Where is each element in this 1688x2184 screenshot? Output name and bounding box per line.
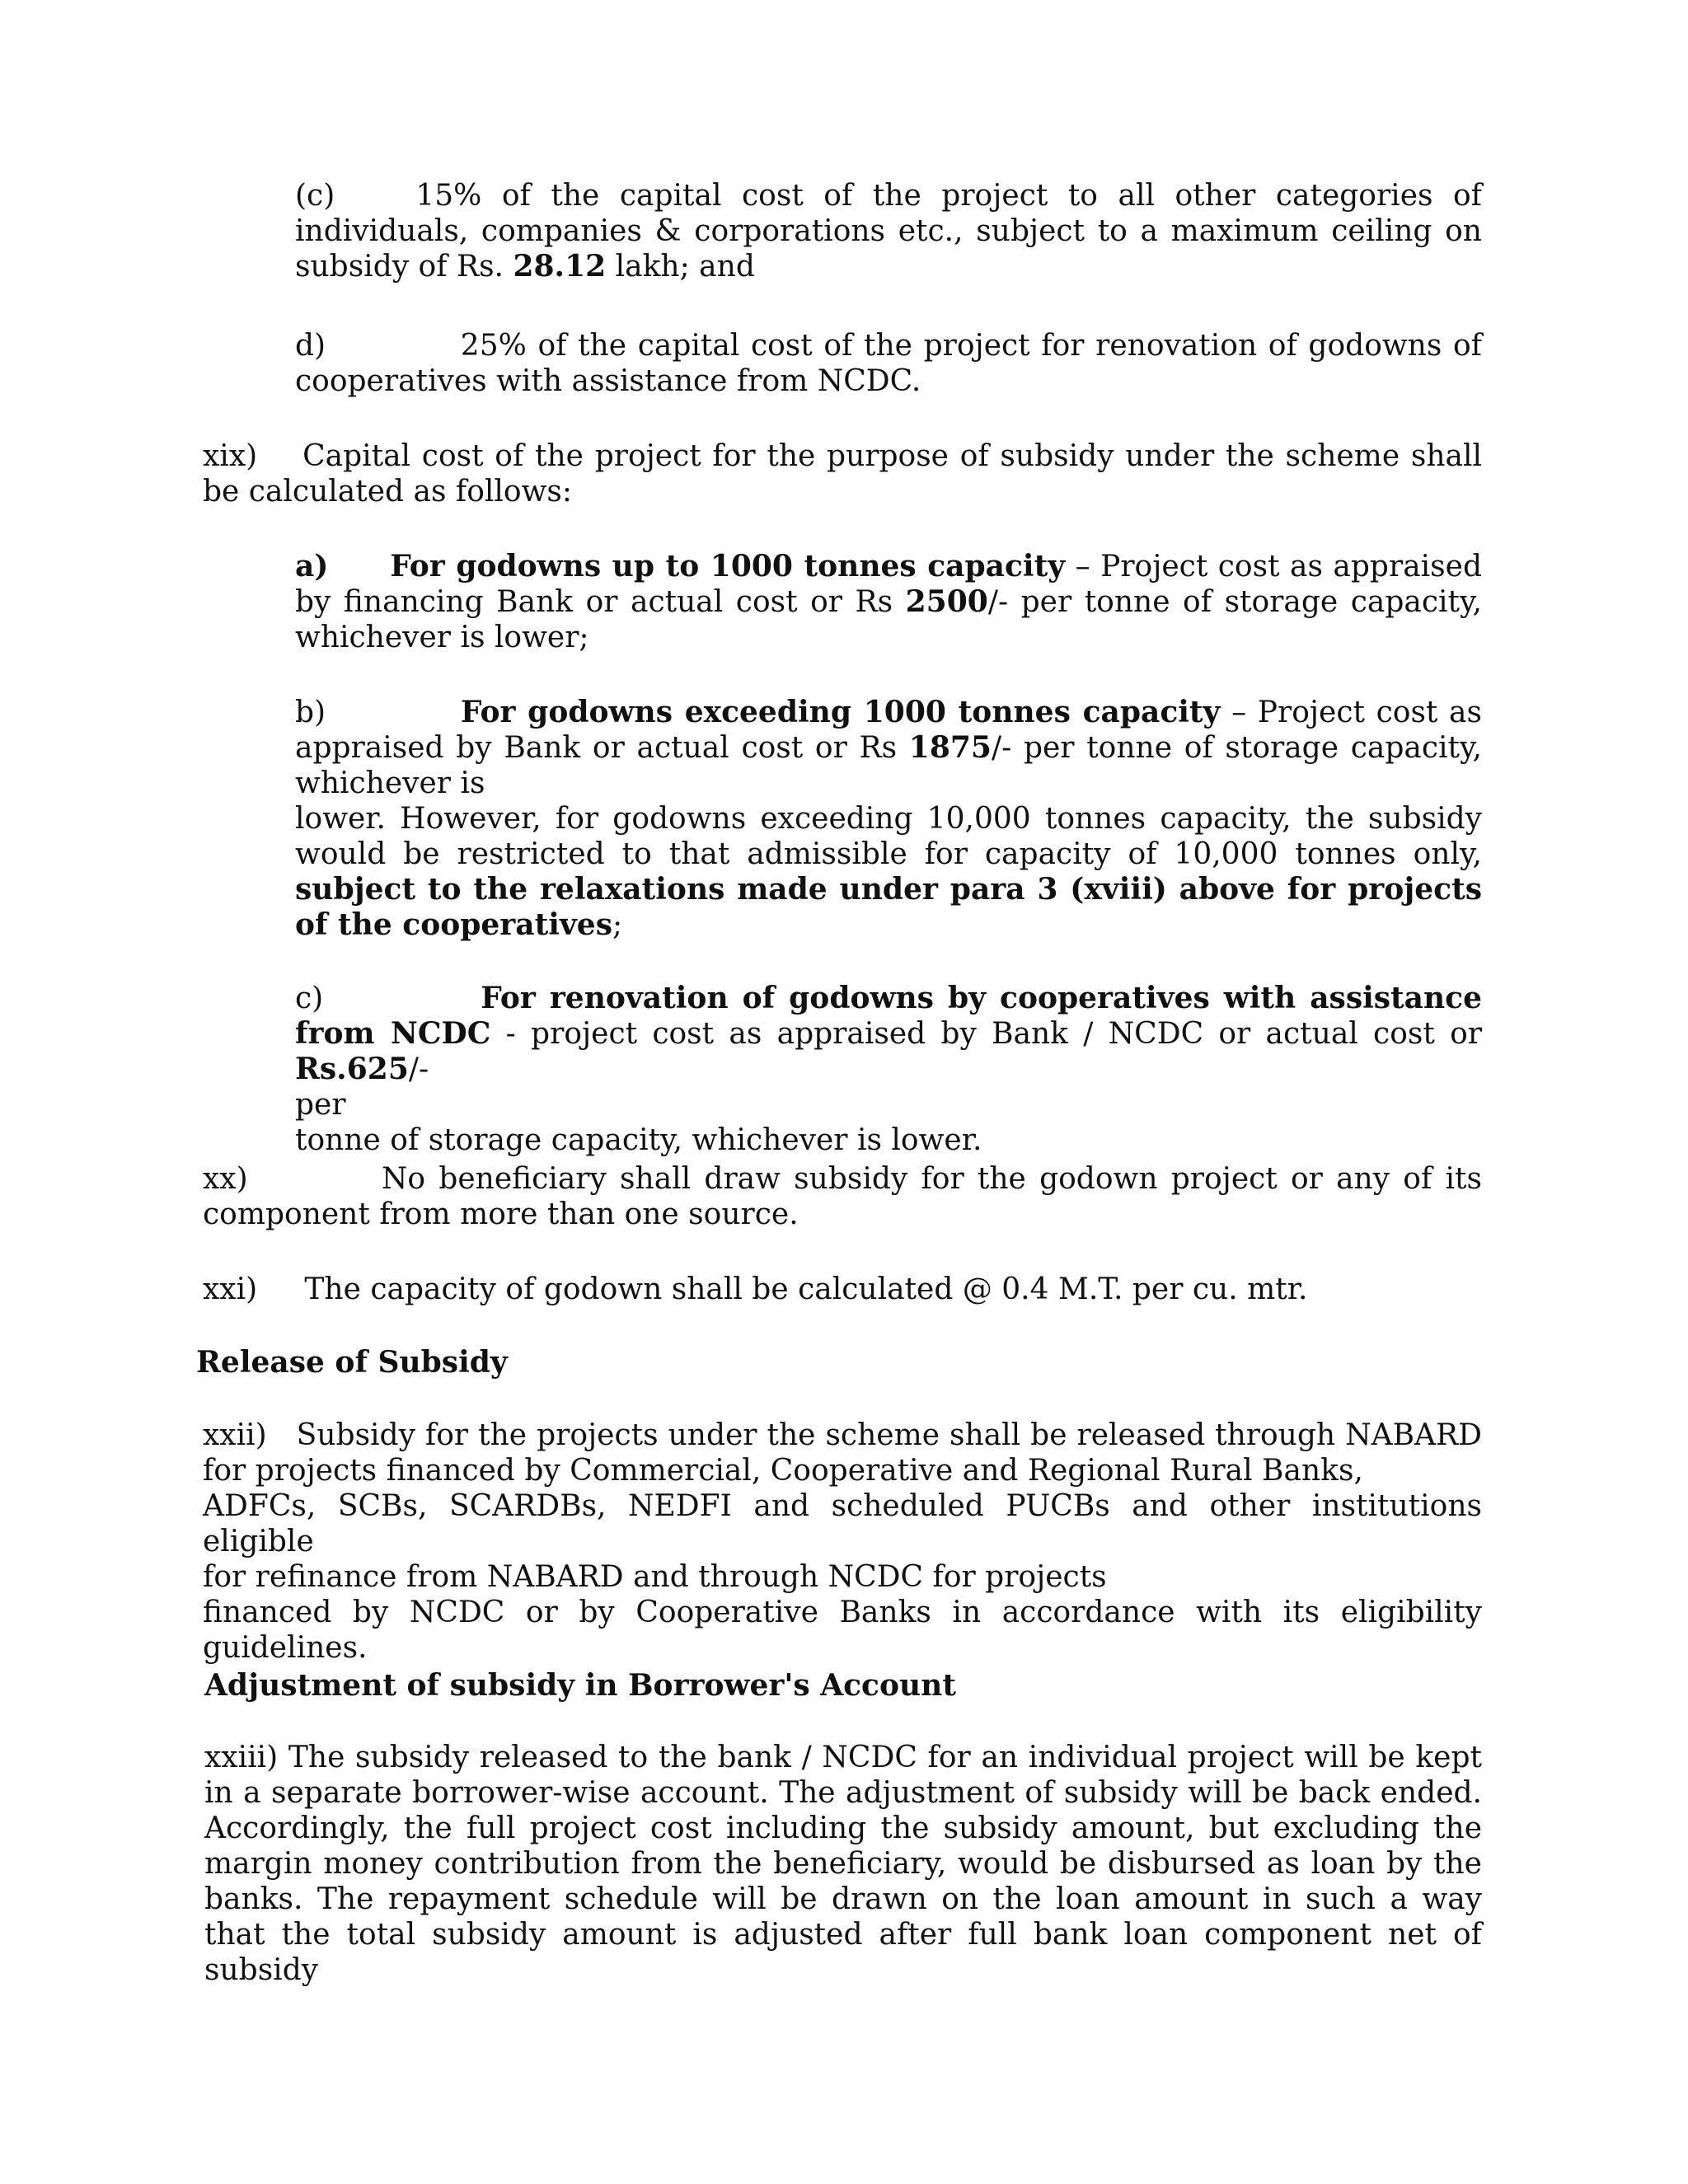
para-c-text-b: lakh; and bbox=[606, 250, 755, 284]
para-c-amount: 28.12 bbox=[513, 249, 607, 284]
para-c-label: (c) bbox=[295, 179, 335, 213]
item-b-bold-tail: subject to the relaxations made under para 3 (xviii) above for projects of the cooperatives bbox=[295, 872, 1482, 942]
para-c-text-a: 15% of the capital cost of the project to all other categories of individuals, companies & corporations etc., subject to a maximum ceiling on subsidy of Rs. bbox=[295, 179, 1482, 284]
item-b-heading: For godowns exceeding 1000 tonnes capacity bbox=[460, 695, 1221, 729]
para-xxiii-label: xxiii) bbox=[204, 1741, 279, 1774]
para-xxiii-text: The subsidy released to the bank / NCDC for an individual project will be kept in a separate borrower-wise account. The adjustment of subsidy will be back ended. Accordingly, the full project cost including the subsidy amount, but excluding the margin money contribution from the beneficiary, would be disbursed as loan by the banks. The repayment schedule will be drawn on the loan amount in such a way that the total subsidy amount is adjusted after full bank loan component net of subsidy bbox=[204, 1741, 1483, 1987]
para-xx-text: No beneficiary shall draw subsidy for the godown project or any of its component from more than one source. bbox=[203, 1162, 1482, 1231]
item-a-heading: For godowns up to 1000 tonnes capacity bbox=[390, 549, 1066, 583]
para-xxii-line-2: for projects financed by Commercial, Cooperative and Regional Rural Banks, bbox=[203, 1454, 1363, 1488]
para-c-subsidy-15 bbox=[295, 178, 1482, 284]
para-xix-text: Capital cost of the project for the purpose of subsidy under the scheme shall be calculated as follows: bbox=[203, 439, 1482, 509]
para-d-subsidy-25 bbox=[295, 328, 1482, 399]
heading-release-of-subsidy: Release of Subsidy bbox=[196, 1345, 508, 1380]
para-xxii-line-4: for refinance from NABARD and through NCDC for projects bbox=[203, 1560, 1107, 1594]
item-b-capacity-exceeding-1000 bbox=[295, 695, 1482, 943]
item-c-renovation bbox=[295, 981, 1482, 1158]
item-c-text-d: tonne of storage capacity, whichever is lower. bbox=[295, 1123, 982, 1157]
para-xxii-line-1-text: Subsidy for the projects under the scheme shall be released through NABARD bbox=[296, 1418, 1482, 1452]
para-xxi-text: The capacity of godown shall be calculated @ 0.4 M.T. per cu. mtr. bbox=[304, 1272, 1308, 1306]
item-c-text-b: /- bbox=[408, 1052, 429, 1086]
item-b-amount: 1875 bbox=[908, 730, 992, 765]
item-b-label: b) bbox=[295, 696, 326, 729]
para-xxii-line-5: financed by NCDC or by Cooperative Banks in accordance with its eligibility guidelines. bbox=[203, 1596, 1482, 1665]
item-b-end: ; bbox=[612, 908, 623, 942]
item-c-amount: Rs.625 bbox=[295, 1052, 409, 1086]
item-a-label: a) bbox=[295, 549, 329, 583]
item-a-text-b: /- per tonne of storage capacity, whichever is lower; bbox=[295, 585, 1482, 654]
item-a-text-a: – Project cost as appraised by financing Bank or actual cost or Rs bbox=[295, 550, 1482, 619]
item-c-heading: For renovation of godowns by cooperatives with assistance from NCDC bbox=[295, 981, 1482, 1051]
item-b-text-c: lower. However, for godowns exceeding 10,000 tonnes capacity, the subsidy would be restricted to that admissible for capacity of 10,000 tonnes only, bbox=[295, 802, 1482, 871]
heading-adjustment-of-subsidy: Adjustment of subsidy in Borrower's Account bbox=[204, 1668, 956, 1703]
para-xxi-label: xxi) bbox=[203, 1272, 258, 1306]
item-c-text-c: per bbox=[295, 1088, 346, 1122]
para-xxii-line-1 bbox=[203, 1418, 1482, 1453]
item-a-amount: 2500 bbox=[905, 584, 988, 619]
item-a-capacity-up-to-1000 bbox=[295, 549, 1482, 655]
para-xxii bbox=[203, 1418, 1482, 1666]
para-xx-label: xx) bbox=[203, 1162, 248, 1196]
para-xx bbox=[203, 1161, 1482, 1232]
para-d-label: d) bbox=[295, 329, 326, 363]
para-xxiii bbox=[204, 1740, 1482, 1988]
para-d-text: 25% of the capital cost of the project for renovation of godowns of cooperatives with assistance from NCDC. bbox=[295, 329, 1482, 398]
item-b-text-a: – Project cost as appraised by Bank or actual cost or Rs bbox=[295, 696, 1482, 765]
item-c-text-a: - project cost as appraised by Bank / NCDC or actual cost or bbox=[490, 1017, 1482, 1051]
para-xxii-label: xxii) bbox=[203, 1418, 267, 1452]
para-xix bbox=[203, 438, 1482, 509]
para-xix-label: xix) bbox=[203, 439, 258, 473]
para-xxi bbox=[203, 1272, 1482, 1307]
para-xxii-line-3: ADFCs, SCBs, SCARDBs, NEDFI and scheduled PUCBs and other institutions eligible bbox=[203, 1489, 1482, 1558]
item-c-label: c) bbox=[295, 982, 324, 1015]
item-b-text-b: /- per tonne of storage capacity, whichever is bbox=[295, 731, 1482, 800]
